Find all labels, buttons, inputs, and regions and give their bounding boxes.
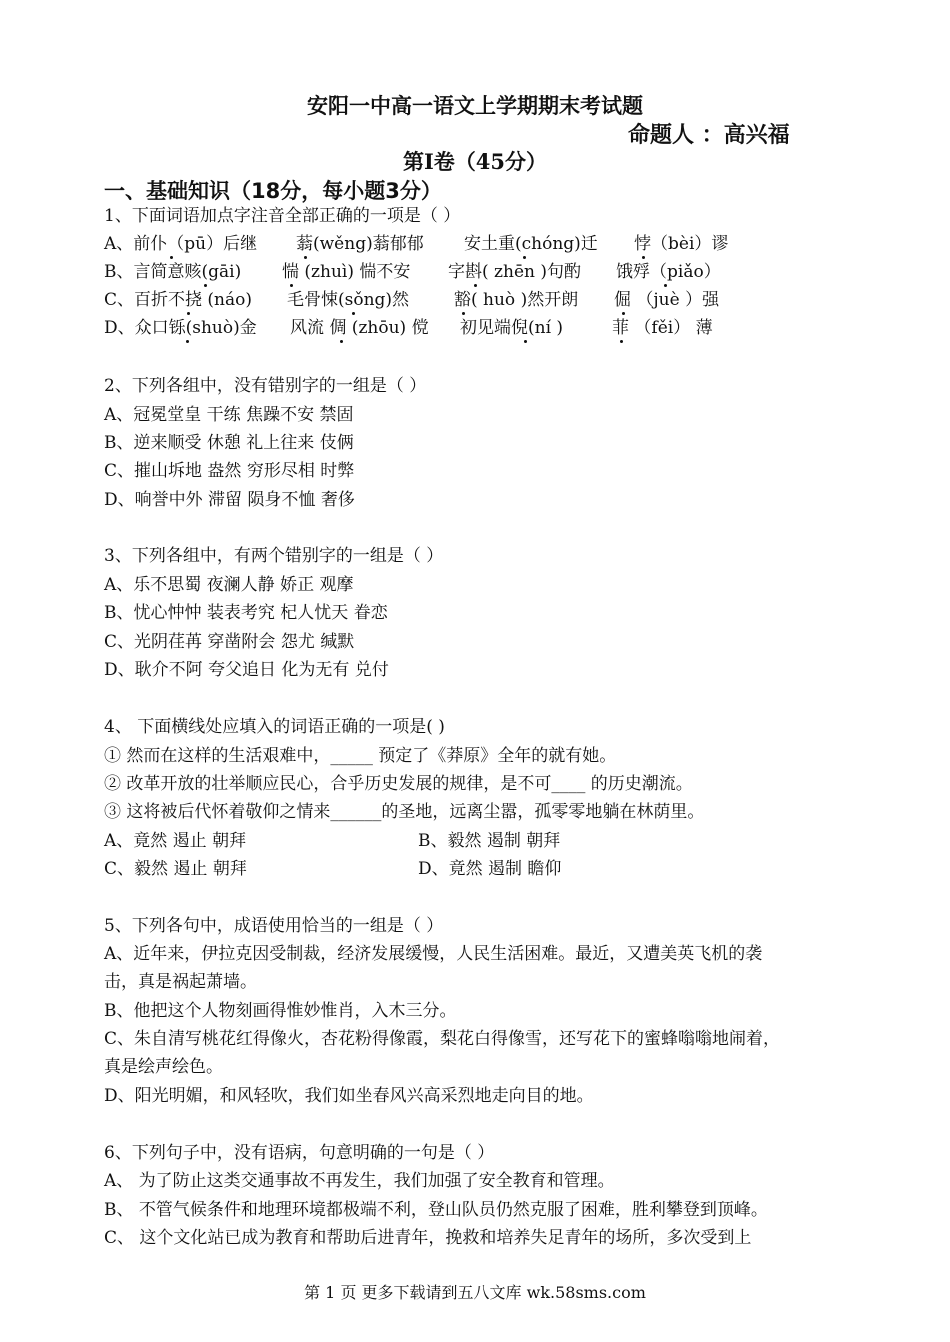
question-4-stem: 4、 下面横线处应填入的词语正确的一项是( ) — [104, 717, 445, 737]
q1-option-c-1: C、百折不挠 (náo) — [104, 290, 252, 310]
volume-heading: 第Ⅰ卷（45分） — [402, 149, 548, 174]
emphasis-dot — [524, 340, 527, 343]
q1-option-b-3: 字斟( zhēn )句酌 — [448, 262, 581, 282]
emphasis-dot — [664, 284, 667, 287]
q3-option-b: B、忧心忡忡 装表考究 杞人忧天 眷恋 — [104, 603, 388, 623]
emphasis-dot — [523, 256, 526, 259]
q4-option-c: C、毅然 遏止 朝拜 — [104, 859, 247, 879]
emphasis-dot — [186, 340, 189, 343]
question-6-stem: 6、下列句子中，没有语病，句意明确的一句是（ ） — [104, 1143, 495, 1163]
emphasis-dot — [642, 256, 645, 259]
q1-option-c-2: 毛骨悚(sǒng)然 — [287, 290, 410, 310]
q2-option-d: D、响誉中外 滞留 陨身不恤 奢侈 — [104, 490, 355, 510]
emphasis-dot — [474, 284, 477, 287]
q1-option-b-1: B、言简意赅(gāi) — [104, 262, 242, 282]
q1-option-d-4: 菲 （fěi） 薄 — [612, 318, 713, 338]
question-5-stem: 5、下列各句中，成语使用恰当的一组是（ ） — [104, 916, 444, 936]
emphasis-dot — [304, 256, 307, 259]
q4-sentence-1: ① 然而在这样的生活艰难中，_____ 预定了《莽原》全年的就有她。 — [104, 746, 617, 766]
q6-option-b: B、 不管气候条件和地理环境都极端不利，登山队员仍然克服了困难，胜利攀登到顶峰。 — [104, 1200, 768, 1220]
question-3-stem: 3、下列各组中，有两个错别字的一组是（ ） — [104, 546, 444, 566]
q5-option-c-line1: C、朱自清写桃花红得像火，杏花粉得像霞，梨花白得像雪，还写花下的蜜蜂嗡嗡地闹着， — [104, 1029, 781, 1049]
q5-option-a-line1: A、近年来，伊拉克因受制裁，经济发展缓慢，人民生活困难。最近，又遭美英飞机的袭 — [104, 944, 763, 964]
q5-option-d: D、阳光明媚，和风轻吹，我们如坐春风兴高采烈地走向目的地。 — [104, 1086, 594, 1106]
emphasis-dot — [290, 284, 293, 287]
q4-option-b: B、毅然 遏制 朝拜 — [418, 831, 561, 851]
q3-option-a: A、乐不思蜀 夜澜人静 娇正 观摩 — [104, 575, 354, 595]
q3-option-c: C、光阴荏苒 穿凿附会 怨尤 缄默 — [104, 632, 355, 652]
emphasis-dot — [622, 312, 625, 315]
q5-option-b: B、他把这个人物刻画得惟妙惟肖，入木三分。 — [104, 1001, 457, 1021]
emphasis-dot — [462, 312, 465, 315]
emphasis-dot — [620, 340, 623, 343]
section-heading: 一、基础知识（18分，每小题3分） — [104, 179, 442, 203]
q1-option-d-2: 风流 倜 (zhōu) 傥 — [290, 318, 429, 338]
q4-sentence-2: ② 改革开放的壮举顺应民心，合乎历史发展的规律，是不可____ 的历史潮流。 — [104, 774, 693, 794]
q1-option-d-3: 初见端倪(ní ) — [460, 318, 564, 338]
q6-option-a: A、 为了防止这类交通事故不再发生，我们加强了安全教育和管理。 — [104, 1171, 615, 1191]
exam-author: 命题人 ：高兴福 — [628, 123, 790, 148]
q1-option-b-2: 惴 (zhuì) 惴不安 — [282, 262, 411, 282]
q1-option-a-4: 悖（bèi）谬 — [634, 234, 729, 254]
emphasis-dot — [187, 312, 190, 315]
q1-option-a-3: 安土重(chóng)迁 — [464, 234, 598, 254]
q4-option-a: A、竟然 遏止 朝拜 — [104, 831, 247, 851]
q6-option-c: C、 这个文化站已成为教育和帮助后进青年，挽救和培养失足青年的场所，多次受到上 — [104, 1228, 752, 1248]
q3-option-d: D、耿介不阿 夸父追日 化为无有 兑付 — [104, 660, 389, 680]
question-1-stem: 1、下面词语加点字注音全部正确的一项是（ ） — [104, 206, 461, 226]
q1-option-a-2: 蓊(wěng)蓊郁郁 — [296, 234, 424, 254]
q1-option-a-1: A、前仆（pū）后继 — [104, 234, 258, 254]
q2-option-c: C、摧山坼地 盎然 穷形尽相 时弊 — [104, 461, 355, 481]
emphasis-dot — [340, 340, 343, 343]
page-footer: 第 1 页 更多下载请到五八文库 wk.58sms.com — [304, 1283, 646, 1302]
q4-option-d: D、竟然 遏制 瞻仰 — [418, 859, 562, 879]
q1-option-c-4: 倔 （juè ）强 — [614, 290, 720, 310]
exam-title: 安阳一中高一语文上学期期末考试题 — [307, 94, 643, 118]
q1-option-d-1: D、众口铄(shuò)金 — [104, 318, 257, 338]
emphasis-dot — [352, 312, 355, 315]
q2-option-b: B、逆来顺受 休憩 礼上往来 伎俩 — [104, 433, 354, 453]
q1-option-b-4: 饿殍（piǎo） — [616, 262, 721, 282]
q1-option-c-3: 豁( huò )然开朗 — [454, 290, 579, 310]
q5-option-a-line2: 击，真是祸起萧墙。 — [104, 972, 257, 992]
q2-option-a: A、冠冕堂皇 干练 焦躁不安 禁固 — [104, 405, 354, 425]
emphasis-dot — [204, 284, 207, 287]
emphasis-dot — [170, 256, 173, 259]
question-2-stem: 2、下列各组中，没有错别字的一组是（ ） — [104, 376, 427, 396]
q4-sentence-3: ③ 这将被后代怀着敬仰之情来______的圣地，远离尘嚣，孤零零地躺在林荫里。 — [104, 802, 705, 822]
q5-option-c-line2: 真是绘声绘色。 — [104, 1057, 223, 1077]
